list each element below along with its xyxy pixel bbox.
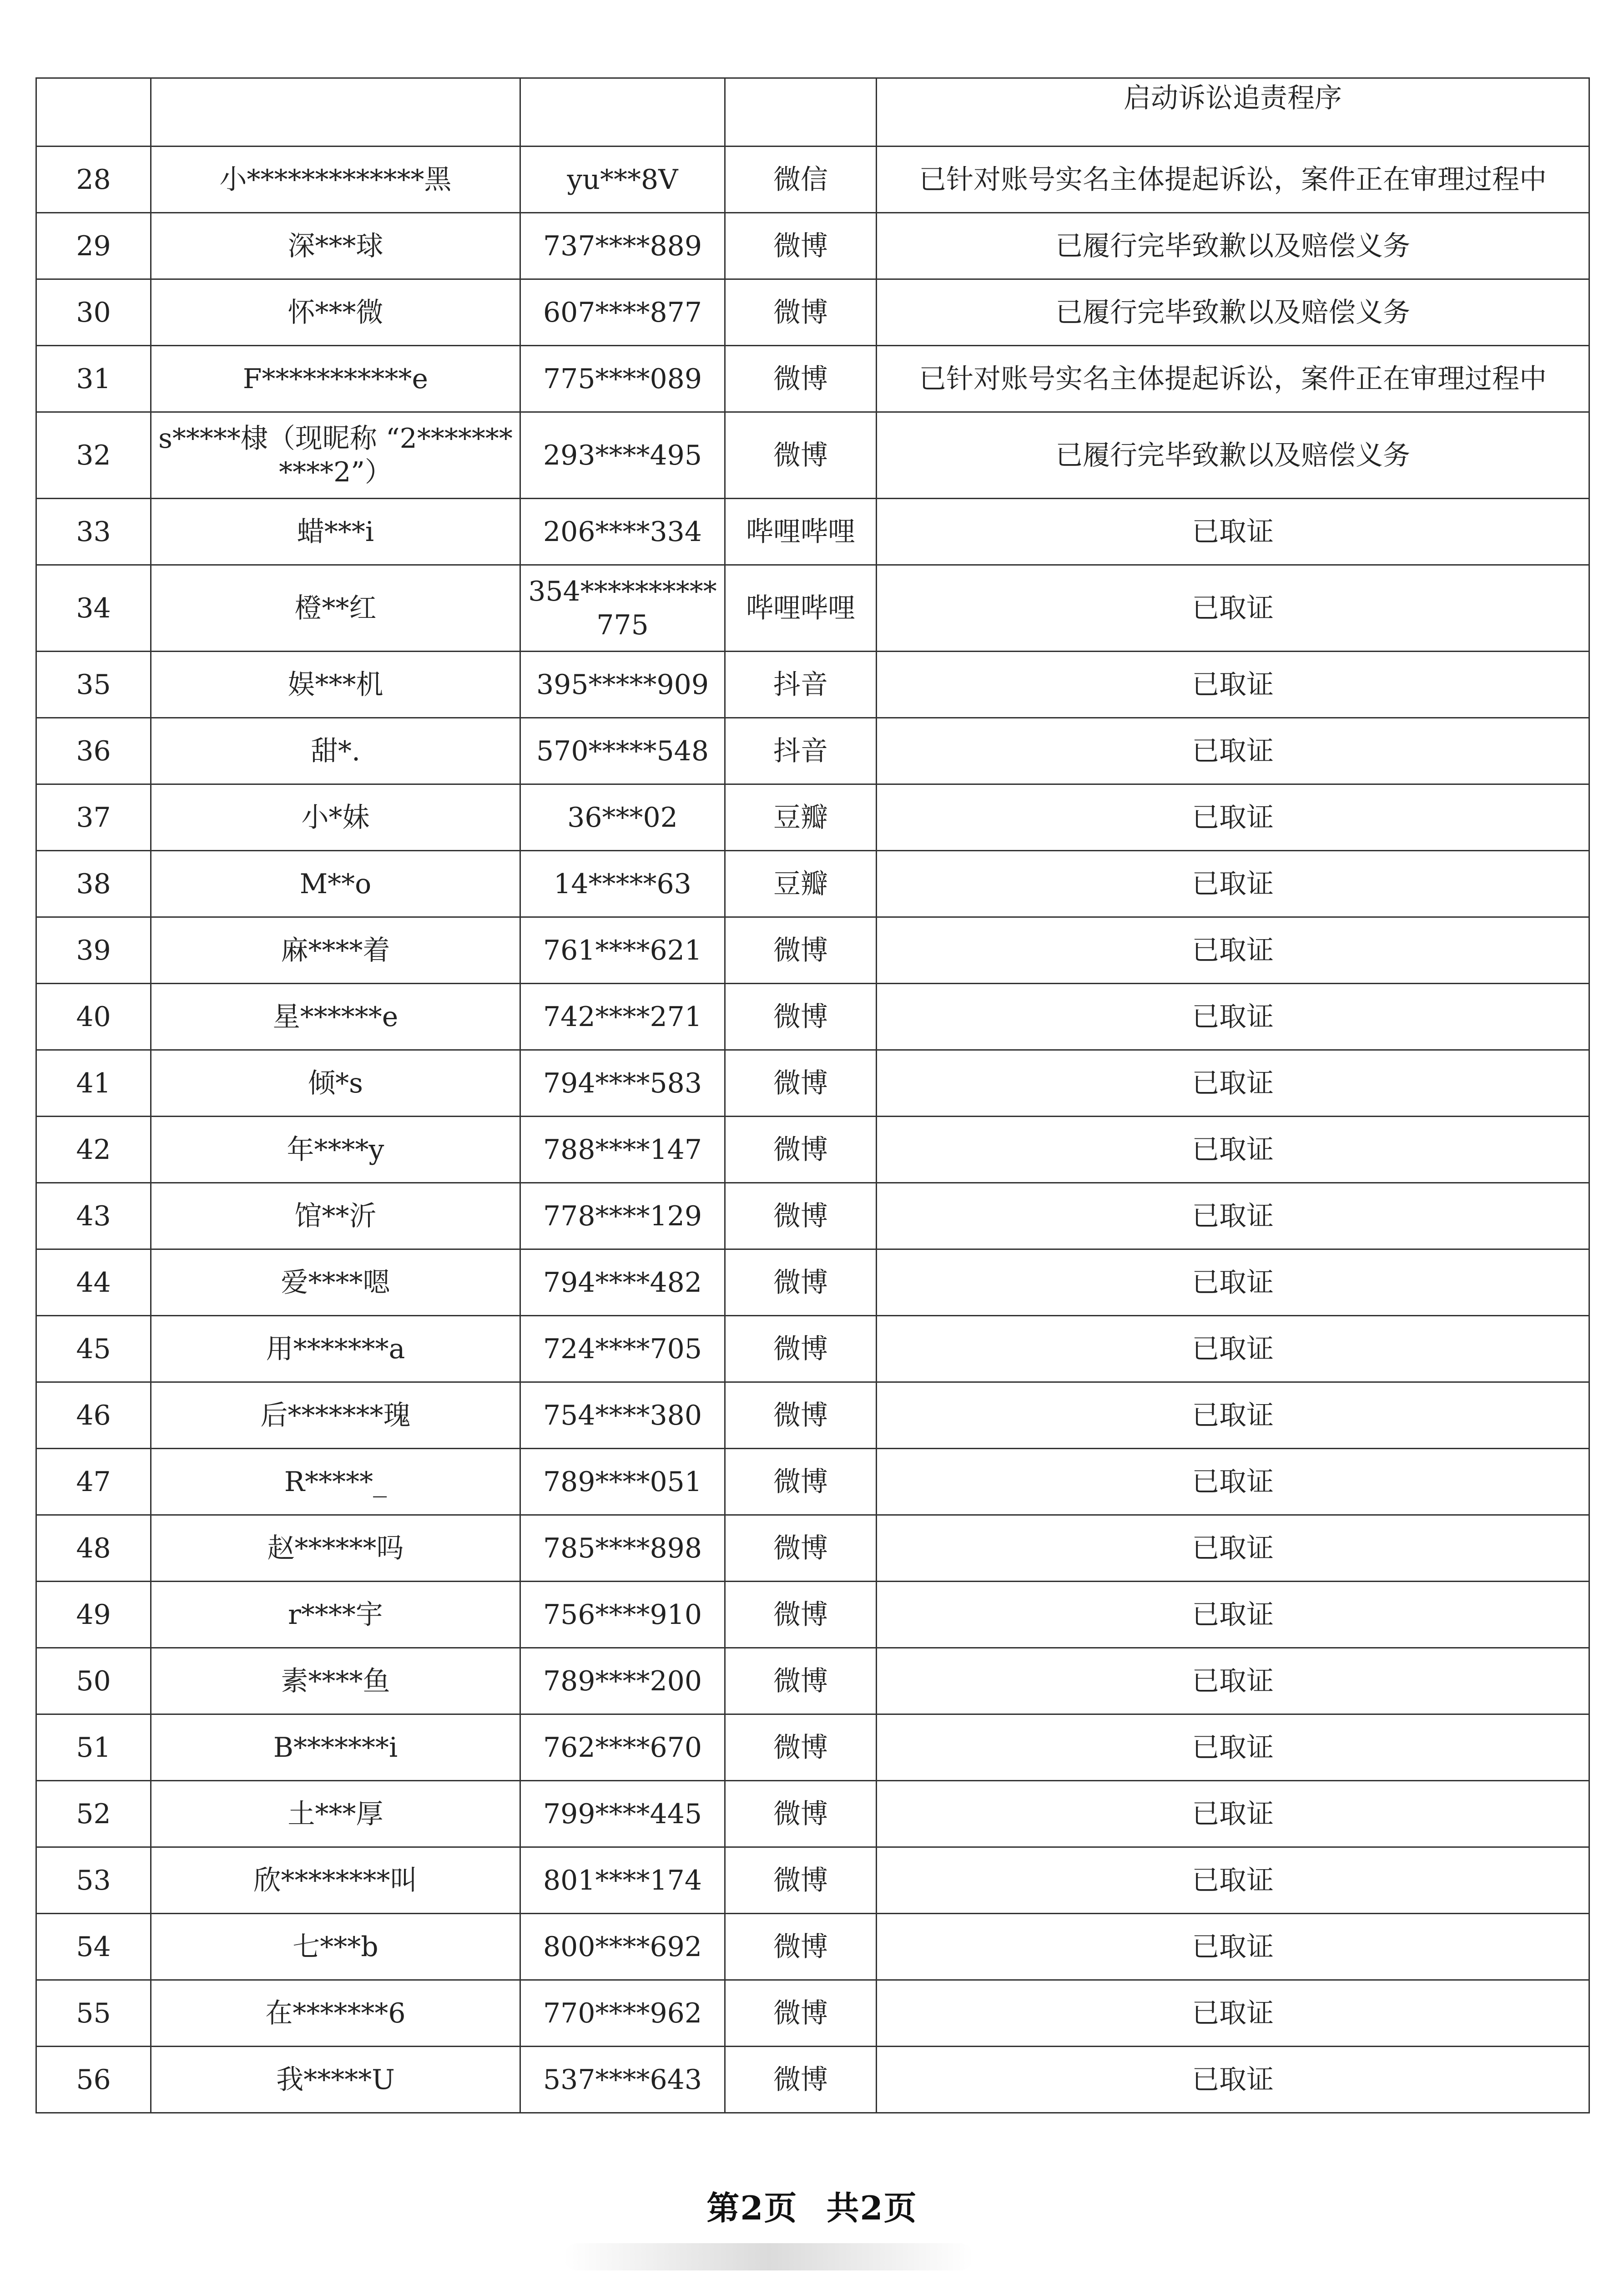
cell-platform: 微博 xyxy=(725,1515,877,1582)
table-row xyxy=(36,1847,1589,1914)
cell-status: 已取证 xyxy=(877,1515,1589,1582)
cell-platform: 微博 xyxy=(725,1449,877,1515)
cell-account-name xyxy=(151,78,520,147)
table-row xyxy=(36,1382,1589,1449)
table-row xyxy=(36,984,1589,1050)
cell-account-id: yu***8V xyxy=(520,147,725,213)
cell-no: 32 xyxy=(36,412,151,499)
table-row xyxy=(36,652,1589,718)
cell-status: 已取证 xyxy=(877,1050,1589,1117)
table-row xyxy=(36,1781,1589,1847)
cell-platform: 微博 xyxy=(725,346,877,412)
cell-platform: 抖音 xyxy=(725,652,877,718)
cell-account-id: 354**********775 xyxy=(520,565,725,652)
table-row xyxy=(36,1316,1589,1382)
cell-platform: 微博 xyxy=(725,1714,877,1781)
cell-status: 已取证 xyxy=(877,652,1589,718)
table-row xyxy=(36,917,1589,984)
cell-no: 45 xyxy=(36,1316,151,1382)
account-table-container xyxy=(35,77,1589,2113)
cell-account-id: 14*****63 xyxy=(520,851,725,917)
cell-account-id: 395*****909 xyxy=(520,652,725,718)
cell-status: 已针对账号实名主体提起诉讼，案件正在审理过程中 xyxy=(877,346,1589,412)
table-row xyxy=(36,1515,1589,1582)
cell-platform: 微博 xyxy=(725,1050,877,1117)
cell-platform: 微博 xyxy=(725,1648,877,1714)
cell-platform: 微博 xyxy=(725,1183,877,1249)
cell-no: 31 xyxy=(36,346,151,412)
table-row xyxy=(36,1980,1589,2047)
cell-status: 已取证 xyxy=(877,1382,1589,1449)
cell-platform: 豆瓣 xyxy=(725,784,877,851)
cell-account-name: r****宇 xyxy=(151,1582,520,1648)
cell-platform: 微博 xyxy=(725,1847,877,1914)
table-row xyxy=(36,1050,1589,1117)
cell-status: 已针对账号实名主体提起诉讼，案件正在审理过程中 xyxy=(877,147,1589,213)
cell-account-name: 素****鱼 xyxy=(151,1648,520,1714)
cell-status: 已取证 xyxy=(877,1980,1589,2047)
table-row xyxy=(36,279,1589,346)
cell-status: 已取证 xyxy=(877,2047,1589,2113)
cell-platform: 微博 xyxy=(725,2047,877,2113)
cell-no: 43 xyxy=(36,1183,151,1249)
cell-account-name: 在*******6 xyxy=(151,1980,520,2047)
cell-status: 已取证 xyxy=(877,1183,1589,1249)
cell-platform: 微信 xyxy=(725,147,877,213)
cell-no: 28 xyxy=(36,147,151,213)
cell-account-name: 赵******吗 xyxy=(151,1515,520,1582)
table-row-continued xyxy=(36,78,1589,147)
table-row xyxy=(36,851,1589,917)
cell-status: 已取证 xyxy=(877,917,1589,984)
cell-status: 已取证 xyxy=(877,1781,1589,1847)
cell-platform: 微博 xyxy=(725,984,877,1050)
cell-account-id: 785****898 xyxy=(520,1515,725,1582)
cell-no: 29 xyxy=(36,213,151,279)
table-row xyxy=(36,1249,1589,1316)
cell-account-name: M**o xyxy=(151,851,520,917)
cell-platform: 微博 xyxy=(725,1316,877,1382)
cell-no: 46 xyxy=(36,1382,151,1449)
cell-account-id: 794****482 xyxy=(520,1249,725,1316)
cell-no: 44 xyxy=(36,1249,151,1316)
cell-account-id: 756****910 xyxy=(520,1582,725,1648)
cell-no: 42 xyxy=(36,1117,151,1183)
cell-account-id: 799****445 xyxy=(520,1781,725,1847)
cell-platform xyxy=(725,78,877,147)
cell-platform: 哔哩哔哩 xyxy=(725,565,877,652)
cell-account-id: 607****877 xyxy=(520,279,725,346)
cell-account-id: 737****889 xyxy=(520,213,725,279)
cell-account-id: 762****670 xyxy=(520,1714,725,1781)
table-row xyxy=(36,1582,1589,1648)
cell-account-id: 789****200 xyxy=(520,1648,725,1714)
cell-platform: 微博 xyxy=(725,213,877,279)
cell-no: 34 xyxy=(36,565,151,652)
cell-account-name: 娱***机 xyxy=(151,652,520,718)
cell-platform: 微博 xyxy=(725,1117,877,1183)
cell-account-name: 深***球 xyxy=(151,213,520,279)
cell-status: 已取证 xyxy=(877,499,1589,565)
table-row xyxy=(36,1648,1589,1714)
cell-status: 已取证 xyxy=(877,784,1589,851)
cell-no: 39 xyxy=(36,917,151,984)
cell-account-name: F***********e xyxy=(151,346,520,412)
table-row xyxy=(36,412,1589,499)
cell-account-name: 小*妹 xyxy=(151,784,520,851)
cell-account-name: 我*****U xyxy=(151,2047,520,2113)
cell-account-name: 星******e xyxy=(151,984,520,1050)
cell-platform: 微博 xyxy=(725,279,877,346)
table-row xyxy=(36,1714,1589,1781)
cell-status: 已履行完毕致歉以及赔偿义务 xyxy=(877,279,1589,346)
cell-account-id: 293****495 xyxy=(520,412,725,499)
cell-status: 启动诉讼追责程序 xyxy=(877,78,1589,147)
cell-no: 40 xyxy=(36,984,151,1050)
watermark-bar xyxy=(564,2243,973,2270)
cell-account-id: 36***02 xyxy=(520,784,725,851)
cell-no: 41 xyxy=(36,1050,151,1117)
cell-no: 53 xyxy=(36,1847,151,1914)
cell-account-name: 小*************黑 xyxy=(151,147,520,213)
cell-status: 已取证 xyxy=(877,984,1589,1050)
cell-account-name: s*****棣（现昵称 “2***********2”） xyxy=(151,412,520,499)
cell-platform: 微博 xyxy=(725,1249,877,1316)
cell-status: 已履行完毕致歉以及赔偿义务 xyxy=(877,213,1589,279)
cell-no: 56 xyxy=(36,2047,151,2113)
cell-account-name: B*******i xyxy=(151,1714,520,1781)
cell-platform: 微博 xyxy=(725,1582,877,1648)
cell-account-id: 794****583 xyxy=(520,1050,725,1117)
cell-status: 已取证 xyxy=(877,565,1589,652)
cell-account-id: 754****380 xyxy=(520,1382,725,1449)
table-row xyxy=(36,213,1589,279)
cell-account-name: 蜡***i xyxy=(151,499,520,565)
table-row xyxy=(36,565,1589,652)
account-table xyxy=(35,77,1590,2113)
cell-no: 51 xyxy=(36,1714,151,1781)
cell-account-id: 537****643 xyxy=(520,2047,725,2113)
cell-no: 35 xyxy=(36,652,151,718)
cell-account-id: 761****621 xyxy=(520,917,725,984)
cell-account-id: 778****129 xyxy=(520,1183,725,1249)
cell-account-name: 七***b xyxy=(151,1914,520,1980)
cell-account-id: 801****174 xyxy=(520,1847,725,1914)
table-row xyxy=(36,1449,1589,1515)
cell-no: 38 xyxy=(36,851,151,917)
cell-no: 33 xyxy=(36,499,151,565)
cell-platform: 微博 xyxy=(725,412,877,499)
cell-platform: 微博 xyxy=(725,917,877,984)
cell-no: 49 xyxy=(36,1582,151,1648)
cell-status: 已取证 xyxy=(877,1249,1589,1316)
cell-account-id: 742****271 xyxy=(520,984,725,1050)
cell-no: 36 xyxy=(36,718,151,784)
cell-no: 30 xyxy=(36,279,151,346)
cell-no: 50 xyxy=(36,1648,151,1714)
cell-account-name: 倾*s xyxy=(151,1050,520,1117)
table-row xyxy=(36,1183,1589,1249)
cell-platform: 微博 xyxy=(725,1382,877,1449)
page-number: 第2页 xyxy=(706,2189,798,2227)
cell-account-id: 800****692 xyxy=(520,1914,725,1980)
cell-platform: 哔哩哔哩 xyxy=(725,499,877,565)
cell-status: 已取证 xyxy=(877,718,1589,784)
table-row xyxy=(36,499,1589,565)
cell-platform: 微博 xyxy=(725,1980,877,2047)
cell-account-name: R*****_ xyxy=(151,1449,520,1515)
cell-account-name: 土***厚 xyxy=(151,1781,520,1847)
cell-account-id: 570*****548 xyxy=(520,718,725,784)
cell-account-name: 麻****着 xyxy=(151,917,520,984)
table-row xyxy=(36,718,1589,784)
cell-no: 52 xyxy=(36,1781,151,1847)
cell-account-name: 后*******瑰 xyxy=(151,1382,520,1449)
cell-account-id: 770****962 xyxy=(520,1980,725,2047)
cell-account-id: 775****089 xyxy=(520,346,725,412)
table-row xyxy=(36,346,1589,412)
cell-account-id: 788****147 xyxy=(520,1117,725,1183)
cell-account-id: 789****051 xyxy=(520,1449,725,1515)
cell-status: 已取证 xyxy=(877,1648,1589,1714)
cell-platform: 抖音 xyxy=(725,718,877,784)
cell-account-name: 年****y xyxy=(151,1117,520,1183)
cell-account-id: 206****334 xyxy=(520,499,725,565)
cell-account-name: 用*******a xyxy=(151,1316,520,1382)
cell-platform: 豆瓣 xyxy=(725,851,877,917)
cell-no: 47 xyxy=(36,1449,151,1515)
cell-platform: 微博 xyxy=(725,1781,877,1847)
cell-account-name: 馆**沂 xyxy=(151,1183,520,1249)
table-row xyxy=(36,1914,1589,1980)
cell-status: 已取证 xyxy=(877,1117,1589,1183)
cell-platform: 微博 xyxy=(725,1914,877,1980)
cell-account-name: 甜*. xyxy=(151,718,520,784)
cell-account-name: 怀***微 xyxy=(151,279,520,346)
cell-no: 55 xyxy=(36,1980,151,2047)
cell-status: 已取证 xyxy=(877,1714,1589,1781)
cell-no: 37 xyxy=(36,784,151,851)
table-row xyxy=(36,2047,1589,2113)
table-body xyxy=(36,78,1589,2113)
cell-account-id xyxy=(520,78,725,147)
cell-status: 已取证 xyxy=(877,1449,1589,1515)
cell-status: 已取证 xyxy=(877,1847,1589,1914)
cell-account-name: 欣********叫 xyxy=(151,1847,520,1914)
page-footer xyxy=(0,2182,1624,2229)
cell-no: 48 xyxy=(36,1515,151,1582)
cell-account-name: 橙**红 xyxy=(151,565,520,652)
page-total: 共2页 xyxy=(826,2189,918,2227)
cell-status: 已履行完毕致歉以及赔偿义务 xyxy=(877,412,1589,499)
cell-no: 54 xyxy=(36,1914,151,1980)
cell-status: 已取证 xyxy=(877,1914,1589,1980)
cell-status: 已取证 xyxy=(877,1316,1589,1382)
cell-account-name: 爱****嗯 xyxy=(151,1249,520,1316)
cell-account-id: 724****705 xyxy=(520,1316,725,1382)
table-row xyxy=(36,1117,1589,1183)
cell-status: 已取证 xyxy=(877,1582,1589,1648)
cell-no xyxy=(36,78,151,147)
table-row xyxy=(36,147,1589,213)
table-row xyxy=(36,784,1589,851)
cell-status: 已取证 xyxy=(877,851,1589,917)
